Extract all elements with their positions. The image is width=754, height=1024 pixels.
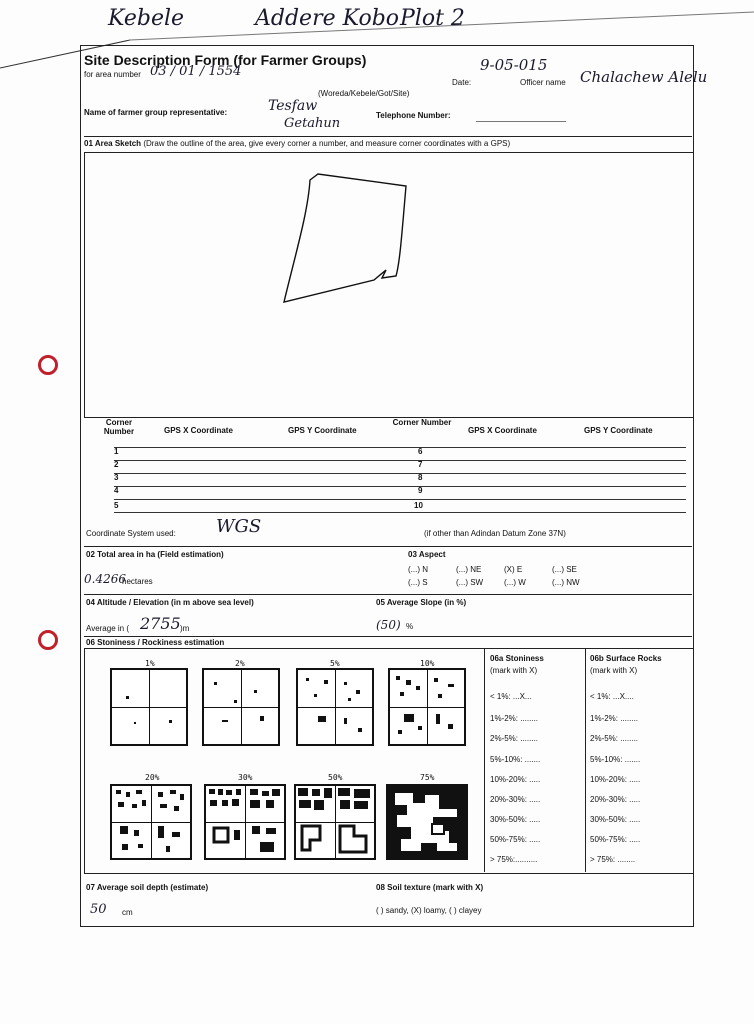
pct-label: 75%: [420, 773, 435, 782]
header-kebele: Kebele: [108, 6, 185, 31]
pct-label: 1%: [145, 659, 155, 668]
corner-number: 6: [418, 447, 423, 456]
stoniness-option[interactable]: 1%-2%: ........: [490, 714, 539, 723]
aspect-sw[interactable]: (...) SW: [456, 578, 484, 587]
soil-depth-value[interactable]: 50: [90, 902, 107, 917]
surface-rocks-option[interactable]: 10%-20%: .....: [590, 775, 641, 784]
th-corner-left: Corner Number: [103, 418, 135, 436]
rep-label: Name of farmer group representative:: [84, 108, 228, 117]
phone-line: [476, 121, 566, 122]
section03-title: 03 Aspect: [408, 550, 446, 559]
corner-number: 8: [418, 473, 423, 482]
section07-title: 07 Average soil depth (estimate): [86, 883, 209, 892]
th-gpsy-left: GPS Y Coordinate: [288, 426, 357, 435]
aspect-se[interactable]: (...) SE: [552, 565, 577, 574]
surface-rocks-option[interactable]: 1%-2%: ........: [590, 714, 639, 723]
punch-hole-top: [38, 355, 58, 375]
section01-title: 01 Area Sketch: [84, 139, 142, 148]
altitude-unit: )m: [180, 624, 190, 633]
section08-title: 08 Soil texture (mark with X): [376, 883, 484, 892]
coord-system-note: (if other than Adindan Datum Zone 37N): [424, 529, 566, 538]
header-plot: Plot 2: [400, 6, 465, 31]
area-number-label: for area number: [84, 70, 141, 79]
pct-label: 2%: [235, 659, 245, 668]
aspect-e[interactable]: (X) E: [504, 565, 523, 574]
section05-title: 05 Average Slope (in %): [376, 598, 467, 607]
area-number-sub: (Woreda/Kebele/Got/Site): [318, 89, 410, 98]
form-title: Site Description Form (for Farmer Groups): [84, 52, 367, 68]
row-line: [114, 447, 686, 448]
punch-hole-bottom: [38, 630, 58, 650]
divider: [84, 546, 692, 547]
section01-instruction: (Draw the outline of the area, give every corner a number, and measure corner coordinates with a GPS): [143, 139, 511, 148]
stone-pattern-2pct: [202, 668, 280, 746]
row-line: [114, 499, 686, 500]
section04-title: 04 Altitude / Elevation (in m above sea level): [86, 598, 254, 607]
aspect-w[interactable]: (...) W: [504, 578, 526, 587]
aspect-nw[interactable]: (...) NW: [552, 578, 580, 587]
corner-number: 2: [114, 460, 119, 469]
divider: [84, 136, 692, 137]
corner-number: 5: [114, 501, 119, 510]
corner-number: 1: [114, 447, 119, 456]
surface-rocks-option[interactable]: 30%-50%: .....: [590, 815, 641, 824]
stoniness-option[interactable]: 5%-10%: .......: [490, 755, 541, 764]
corner-number: 4: [114, 486, 119, 495]
pct-label: 30%: [238, 773, 253, 782]
aspect-ne[interactable]: (...) NE: [456, 565, 482, 574]
stoniness-sub: (mark with X): [490, 666, 538, 675]
area-number-value[interactable]: 03 / 01 / 1554: [150, 64, 242, 79]
phone-label: Telephone Number:: [376, 111, 451, 120]
stoniness-title: 06a Stoniness: [490, 654, 544, 663]
stone-pattern-50pct: [294, 784, 376, 860]
corner-number: 10: [414, 501, 423, 510]
surface-rocks-option[interactable]: > 75%: ........: [590, 855, 636, 864]
stoniness-option[interactable]: > 75%:..........: [490, 855, 538, 864]
row-line: [114, 473, 686, 474]
aspect-n[interactable]: (...) N: [408, 565, 428, 574]
coordinate-table: [84, 416, 692, 516]
th-gpsy-right: GPS Y Coordinate: [584, 426, 653, 435]
officer-label: Officer name: [520, 78, 566, 87]
stone-pattern-30pct: [204, 784, 286, 860]
total-area-value[interactable]: 0.4266: [84, 572, 126, 586]
corner-number: 9: [418, 486, 423, 495]
date-label: Date:: [452, 78, 472, 87]
row-line: [114, 512, 686, 513]
stone-pattern-20pct: [110, 784, 192, 860]
stone-pattern-75pct: [386, 784, 468, 860]
section02-title: 02 Total area in ha (Field estimation): [86, 550, 224, 559]
stoniness-option[interactable]: 20%-30%: .....: [490, 795, 541, 804]
pct-label: 50%: [328, 773, 343, 782]
surface-rocks-option[interactable]: 5%-10%: .......: [590, 755, 641, 764]
stoniness-option[interactable]: 30%-50%: .....: [490, 815, 541, 824]
area-sketch-drawing: [84, 152, 692, 416]
th-gpsx-left: GPS X Coordinate: [164, 426, 233, 435]
stone-pattern-10pct: [388, 668, 466, 746]
altitude-value[interactable]: 2755: [140, 614, 181, 633]
surface-rocks-title: 06b Surface Rocks: [590, 654, 662, 663]
corner-number: 3: [114, 473, 119, 482]
date-value[interactable]: 9-05-015: [480, 56, 548, 74]
stone-pattern-5pct: [296, 668, 374, 746]
officer-value[interactable]: Chalachew Alelu: [580, 68, 708, 86]
row-line: [114, 460, 686, 461]
soil-texture-options[interactable]: ( ) sandy, (X) loamy, ( ) clayey: [376, 906, 482, 915]
rep-value-last[interactable]: Getahun: [284, 116, 341, 131]
surface-rocks-option[interactable]: 20%-30%: .....: [590, 795, 641, 804]
stoniness-option[interactable]: 10%-20%: .....: [490, 775, 541, 784]
th-corner-right: Corner Number: [392, 418, 452, 427]
stone-pattern-1pct: [110, 668, 188, 746]
surface-rocks-option[interactable]: 50%-75%: .....: [590, 835, 641, 844]
section06-title: 06 Stoniness / Rockiness estimation: [86, 638, 225, 647]
total-area-unit: hectares: [122, 577, 153, 586]
slope-value[interactable]: (50): [376, 618, 401, 632]
altitude-label: Average in (: [86, 624, 129, 633]
stoniness-option[interactable]: < 1%: ...X...: [490, 692, 532, 701]
header-location: Addere Kobo: [255, 6, 400, 31]
row-line: [114, 486, 686, 487]
coord-system-label: Coordinate System used:: [86, 529, 176, 538]
rep-value-first[interactable]: Tesfaw: [268, 98, 318, 114]
pct-label: 20%: [145, 773, 160, 782]
pct-label: 5%: [330, 659, 340, 668]
divider: [585, 648, 586, 872]
divider: [84, 636, 692, 637]
th-gpsx-right: GPS X Coordinate: [468, 426, 537, 435]
pct-label: 10%: [420, 659, 435, 668]
aspect-s[interactable]: (...) S: [408, 578, 428, 587]
corner-number: 7: [418, 460, 423, 469]
stoniness-option[interactable]: 50%-75%: .....: [490, 835, 541, 844]
surface-rocks-sub: (mark with X): [590, 666, 638, 675]
slope-unit: %: [406, 622, 414, 631]
surface-rocks-option[interactable]: 2%-5%: ........: [590, 734, 639, 743]
surface-rocks-option[interactable]: < 1%: ...X....: [590, 692, 634, 701]
coord-system-value[interactable]: WGS: [216, 516, 262, 537]
stoniness-option[interactable]: 2%-5%: ........: [490, 734, 539, 743]
divider: [484, 648, 485, 872]
section01-heading: [84, 139, 510, 148]
divider: [84, 594, 692, 595]
soil-depth-unit: cm: [122, 908, 133, 917]
